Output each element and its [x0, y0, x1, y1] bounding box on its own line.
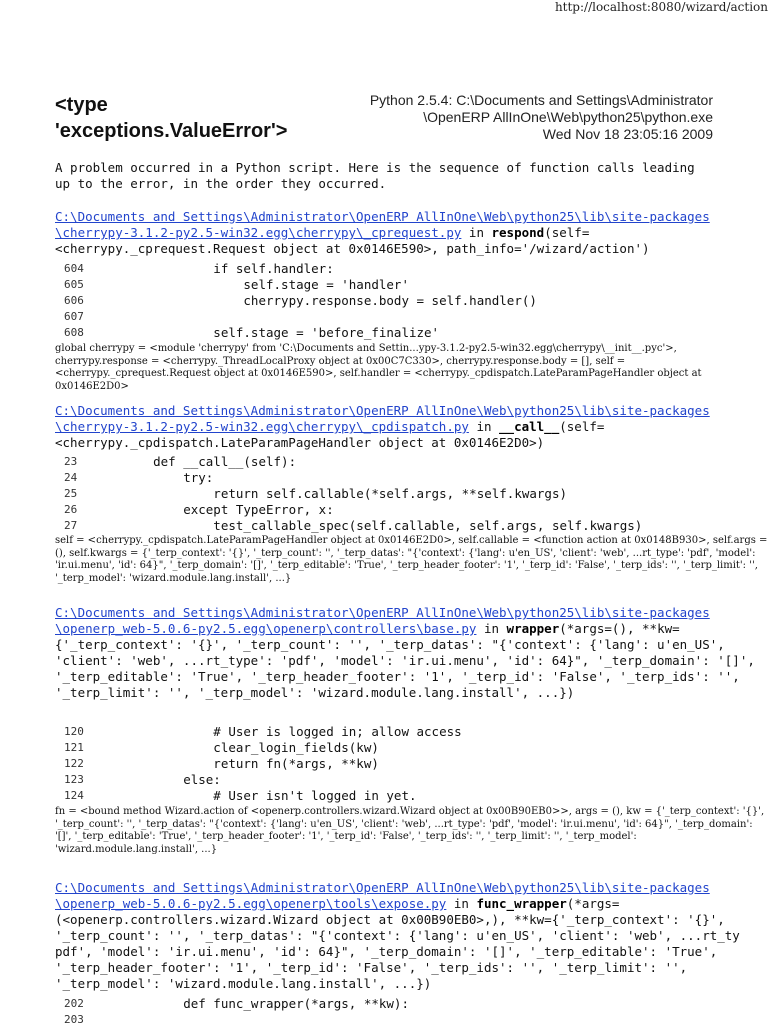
source-code: # User isn't logged in yet. — [123, 788, 417, 803]
line-number: 202 — [64, 997, 84, 1010]
frame-variables-1: global cherrypy = <module 'cherrypy' from 'C:\Documents and Settin...ypy-3.1.2-py2.5-win32.egg\cherrypy\__init__.pyc'>, cherrypy.response = <cherrypy._ThreadLocalProxy object at 0x00C7C330>, cherrypy.response.body = [], self = <cherrypy._cprequest.Request object at 0x0146E590>, self.handler = <cherrypy._cpdispatch.LateParamPageHandler object at 0x0146E2D0> — [55, 343, 705, 392]
source-code: # User is logged in; allow access — [123, 724, 462, 739]
traceback-frame-3 — [55, 605, 768, 701]
address-bar[interactable] — [555, 0, 768, 14]
in-text: in — [476, 621, 507, 636]
source-code: cherrypy.response.body = self.handler() — [123, 293, 537, 308]
source-code: test_callable_spec(self.callable, self.args, self.kwargs) — [123, 518, 643, 533]
traceback-frame-2 — [55, 403, 768, 451]
traceback-frame-1 — [55, 209, 768, 257]
source-code: self.stage = 'before_finalize' — [123, 325, 440, 340]
line-number: 26 — [64, 503, 78, 516]
env-line-3: Wed Nov 18 23:05:16 2009 — [542, 126, 713, 142]
frame-variables-3: fn = <bound method Wizard.action of <openerp.controllers.wizard.Wizard object at 0x00B90EB0>>, args = (), kw = {'_terp_context': '{}', '_terp_count': '', '_terp_datas': "{'context': {'lang': u'en_US', 'client': 'web', ...rt_type': 'pdf', 'model': 'ir.ui.menu', 'id': 64}", '_terp_domain': '[]', '_terp_editable': 'True', '_terp_header_footer': '1', '_terp_id': 'False', '_terp_ids': '', '_terp_limit': '', '_terp_model': 'wizard.module.lang.install', ...} — [55, 806, 768, 855]
source-code: def func_wrapper(*args, **kw): — [123, 996, 409, 1011]
address-url: http://localhost:8080/wizard/action — [554, 0, 768, 14]
function-name: wrapper — [506, 621, 560, 636]
source-code: self.stage = 'handler' — [123, 277, 409, 292]
source-code: return self.callable(*self.args, **self.kwargs) — [123, 486, 568, 501]
intro-text: A problem occurred in a Python script. Here is the sequence of function calls leading up to the error, in the order they occurred. — [55, 160, 695, 191]
code-line — [55, 277, 768, 293]
code-line — [55, 454, 768, 470]
code-line — [55, 502, 768, 518]
file-link[interactable]: C:\Documents and Settings\Administrator\OpenERP AllInOne\Web\python25\lib\site-packages — [55, 880, 710, 895]
code-listing-4 — [55, 996, 768, 1028]
source-code: def __call__(self): — [123, 454, 297, 469]
frame-variables-2: self = <cherrypy._cpdispatch.LateParamPageHandler object at 0x0146E2D0>, self.callable = <function action at 0x0148B930>, self.args = (), self.kwargs = {'_terp_context': '{}', '_terp_count': '', '_terp_datas': "{'context': {'lang': u'en_US', 'client': 'web', ...rt_type': 'pdf', 'model': 'ir.ui.menu', 'id': 64}", '_terp_domain': '[]', '_terp_editable': 'True', '_terp_header_footer': '1', '_terp_id': 'False', '_terp_ids': '', '_terp_limit': '', '_terp_model': 'wizard.module.lang.install', ...} — [55, 535, 768, 584]
function-name: respond — [491, 225, 545, 240]
line-number: 23 — [64, 455, 78, 468]
line-number: 604 — [64, 262, 84, 275]
function-args: (*args=(<openerp.controllers.wizard.Wizard object at 0x00B90EB0>,), **kw={'_terp_context': '{}', '_terp_count': '', '_terp_datas': "{'context': {'lang': u'en_US', 'client': 'web', ...rt_ty pdf', 'model': 'ir.ui.menu', 'id': 64}", '_terp_domain': '[]', '_terp_editable': 'True', '_terp_header_footer': '1', '_terp_id': 'False', '_terp_ids': '', '_terp_limit': '', '_terp_model': 'wizard.module.lang.install', ...}) — [55, 896, 748, 991]
file-link[interactable]: \cherrypy-3.1.2-py2.5-win32.egg\cherrypy\_cprequest.py — [55, 225, 462, 240]
code-listing-2 — [55, 454, 768, 534]
file-link[interactable]: C:\Documents and Settings\Administrator\OpenERP AllInOne\Web\python25\lib\site-packages — [55, 209, 710, 224]
source-code: if self.handler: — [123, 261, 334, 276]
code-line — [55, 325, 768, 341]
code-line — [55, 261, 768, 277]
in-text: in — [461, 225, 492, 240]
line-number: 121 — [64, 741, 84, 754]
file-link[interactable]: \openerp_web-5.0.6-py2.5.egg\openerp\controllers\base.py — [55, 621, 477, 636]
line-number: 124 — [64, 789, 84, 802]
line-number: 25 — [64, 487, 78, 500]
function-name: func_wrapper — [476, 896, 567, 911]
function-args: (self=<cherrypy._cpdispatch.LateParamPageHandler object at 0x0146E2D0>) — [55, 419, 605, 450]
code-line — [55, 772, 768, 788]
code-line — [55, 996, 768, 1012]
function-args: (*args=(), **kw={'_terp_context': '{}', '_terp_count': '', '_terp_datas': "{'context': {'lang': u'en_US', 'client': 'web', ...rt_type': 'pdf', 'model': 'ir.ui.menu', 'id': 64}", '_terp_domain': '[]', '_terp_editable': 'True', '_terp_header_footer': '1', '_terp_id': 'False', '_terp_ids': '', '_terp_limit': '', '_terp_model': 'wizard.module.lang.install', ...}) — [55, 621, 763, 700]
code-line — [55, 1012, 768, 1028]
traceback-frame-4 — [55, 880, 768, 992]
error-title: <type 'exceptions.ValueError'> — [55, 94, 288, 142]
source-code: return fn(*args, **kw) — [123, 756, 379, 771]
line-number: 120 — [64, 725, 84, 738]
code-line — [55, 788, 768, 804]
line-number: 122 — [64, 757, 84, 770]
env-line-2: \OpenERP AllInOne\Web\python25\python.exe — [423, 109, 713, 125]
code-line — [55, 309, 768, 325]
python-env-info — [333, 92, 713, 143]
function-name: __call__ — [499, 419, 560, 434]
source-code: clear_login_fields(kw) — [123, 740, 379, 755]
source-code: except TypeError, x: — [123, 502, 334, 517]
line-number: 203 — [64, 1013, 84, 1026]
in-text: in — [468, 419, 500, 434]
line-number: 607 — [64, 310, 84, 323]
line-number: 27 — [64, 519, 78, 532]
source-code: try: — [123, 470, 214, 485]
env-line-1: Python 2.5.4: C:\Documents and Settings\Administrator — [369, 92, 713, 108]
code-listing-1 — [55, 261, 768, 341]
code-line — [55, 740, 768, 756]
source-code: else: — [123, 772, 221, 787]
line-number: 24 — [64, 471, 78, 484]
line-number: 608 — [64, 326, 84, 339]
file-link[interactable]: C:\Documents and Settings\Administrator\OpenERP AllInOne\Web\python25\lib\site-packages — [55, 605, 710, 620]
in-text: in — [446, 896, 477, 911]
code-line — [55, 293, 768, 309]
file-link[interactable]: \openerp_web-5.0.6-py2.5.egg\openerp\tools\expose.py — [55, 896, 447, 911]
code-line — [55, 724, 768, 740]
file-link[interactable]: C:\Documents and Settings\Administrator\OpenERP AllInOne\Web\python25\lib\site-packages — [55, 403, 710, 418]
line-number: 605 — [64, 278, 84, 291]
line-number: 606 — [64, 294, 84, 307]
code-line — [55, 518, 768, 534]
code-listing-3 — [55, 724, 768, 804]
function-args: (self=<cherrypy._cprequest.Request object at 0x0146E590>, path_info='/wizard/action') — [55, 225, 650, 256]
code-line — [55, 470, 768, 486]
line-number: 123 — [64, 773, 84, 786]
file-link[interactable]: \cherrypy-3.1.2-py2.5-win32.egg\cherrypy\_cpdispatch.py — [55, 419, 469, 434]
code-line — [55, 486, 768, 502]
code-line — [55, 756, 768, 772]
